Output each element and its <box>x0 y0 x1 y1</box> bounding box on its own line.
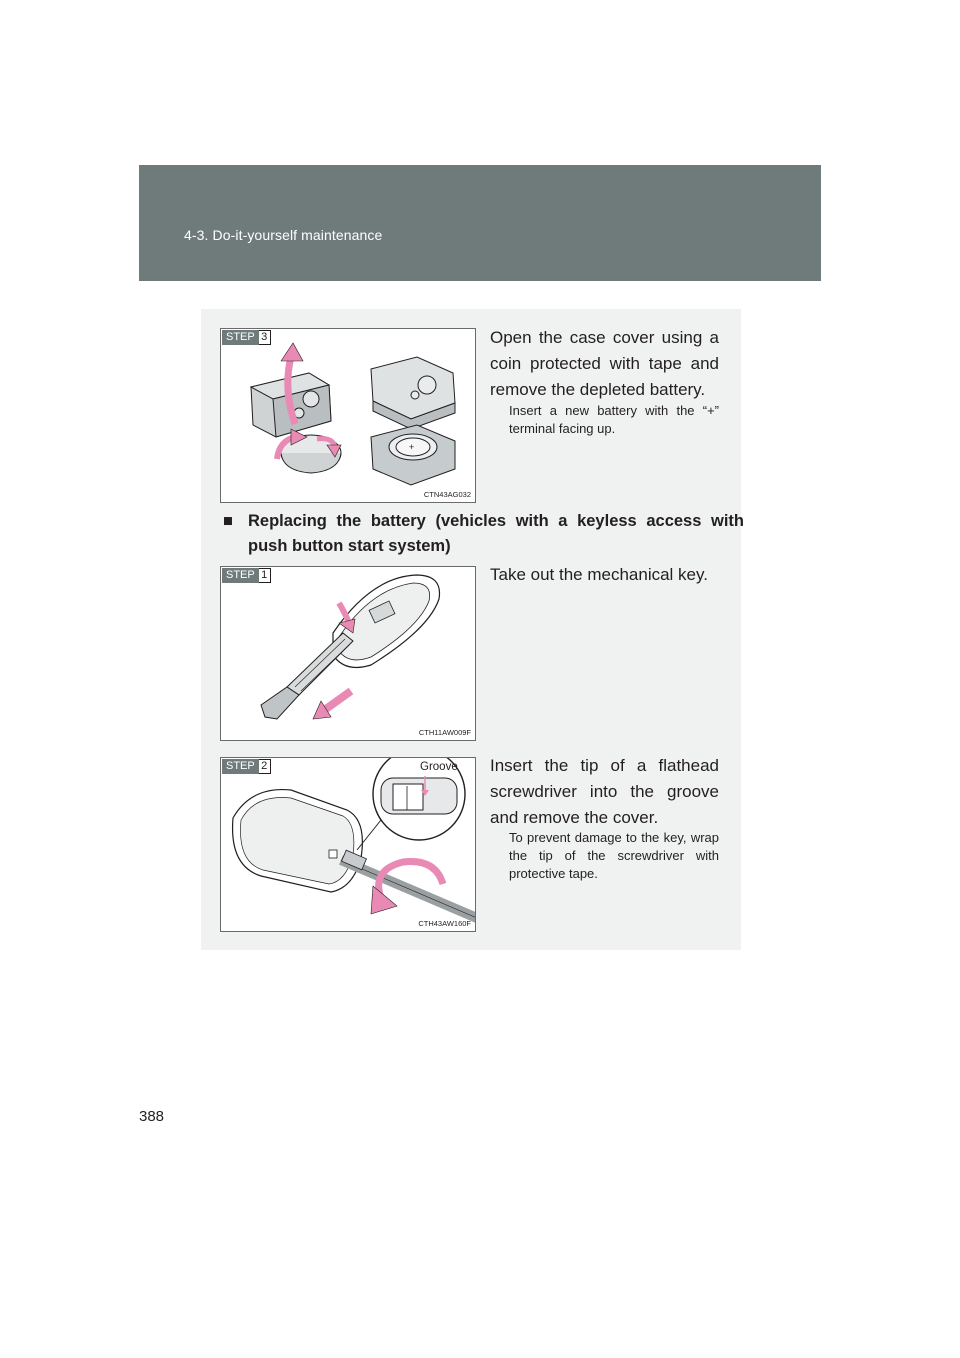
header-band <box>139 165 821 281</box>
step-badge <box>222 759 271 774</box>
square-bullet-icon: ■ <box>223 512 233 530</box>
step-1-instruction: Take out the mechanical key. <box>490 565 708 584</box>
figure-code: CTH11AW009F <box>418 728 471 737</box>
step-2-instruction: Insert the tip of a flathead screwdriver into the groove and remove the cover. <box>490 756 719 827</box>
step-word: STEP <box>222 330 259 345</box>
figure-code: CTN43AG032 <box>423 490 471 499</box>
step-number: 3 <box>259 330 271 345</box>
step-3-note: Insert a new battery with the “+” terminal facing up. <box>509 403 719 436</box>
battery-case-illustration <box>221 329 476 503</box>
plus-sign: + <box>409 442 415 452</box>
step-3-instruction: Open the case cover using a coin protected with tape and remove the depleted battery. <box>490 328 719 399</box>
step-2-note: To prevent damage to the key, wrap the tip of the screwdriver with protective tape. <box>509 830 719 881</box>
step-1-figure <box>220 566 476 741</box>
section-title: 4-3. Do-it-yourself maintenance <box>184 227 383 243</box>
step-3-figure <box>220 328 476 503</box>
step-badge <box>222 330 271 345</box>
mechanical-key-illustration <box>221 567 476 741</box>
subheading-text: Replacing the battery (vehicles with a keyless access with push button start system) <box>248 512 744 555</box>
step-2-figure <box>220 757 476 932</box>
step-badge <box>222 568 271 583</box>
screwdriver-illustration <box>221 758 476 932</box>
section-subheading <box>223 509 744 559</box>
step-word: STEP <box>222 759 259 774</box>
step-word: STEP <box>222 568 259 583</box>
groove-callout-label: Groove <box>420 761 458 773</box>
page-number: 388 <box>139 1108 165 1125</box>
step-number: 1 <box>259 568 271 583</box>
step-number: 2 <box>259 759 271 774</box>
figure-code: CTH43AW160F <box>418 919 471 928</box>
